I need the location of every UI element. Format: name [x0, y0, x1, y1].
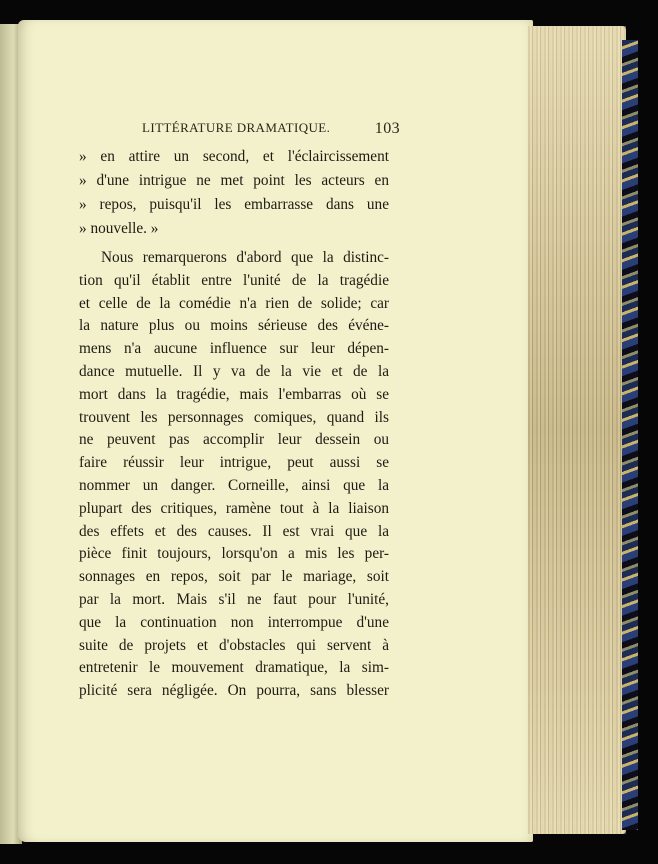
text-line: tion qu'il établit entre l'unité de la tragédie — [79, 271, 389, 289]
text-line: suite de projets et d'obstacles qui servent à — [79, 636, 389, 654]
text-line: que la continuation non interrompue d'une — [79, 613, 389, 631]
running-title: LITTÉRATURE DRAMATIQUE. — [142, 120, 331, 135]
text-line: nommer un danger. Corneille, ainsi que la — [79, 476, 389, 494]
text-line: plicité sera négligée. On pourra, sans blesser — [79, 682, 389, 700]
paragraph — [79, 247, 389, 700]
text-line: » d'une intrigue ne met point les acteurs en — [79, 172, 389, 189]
quotation-block — [79, 145, 389, 241]
text-line: trouvent les personnages comiques, quand ils — [79, 408, 389, 426]
text-line: des effets et des causes. Il est vrai que la — [79, 522, 389, 540]
text-line: et celle de la comédie n'a rien de solide; car — [79, 294, 389, 312]
text-line: sonnages en repos, soit par le mariage, soit — [79, 568, 389, 586]
text-line: la nature plus ou moins sérieuse des événe- — [79, 317, 389, 335]
text-line: ne peuvent pas accomplir leur dessein ou — [79, 431, 389, 449]
text-line: pièce finit toujours, lorsqu'on a mis les per- — [79, 545, 389, 563]
text-line: Nous remarquerons d'abord que la distinc- — [101, 249, 389, 266]
text-line: par la mort. Mais s'il ne faut pour l'unité, — [79, 590, 389, 608]
text-line: faire réussir leur intrigue, peut aussi se — [79, 454, 389, 472]
running-header — [142, 120, 400, 138]
page-number: 103 — [374, 120, 400, 137]
marbled-cover-edge — [622, 40, 638, 830]
text-line: entretenir le mouvement dramatique, la sim- — [79, 659, 389, 677]
text-line: mort dans la tragédie, mais l'embarras où se — [79, 385, 389, 403]
text-line: dance mutuelle. Il y va de la vie et de la — [79, 362, 389, 380]
text-line: mens n'a aucune influence sur leur dépen- — [79, 340, 389, 358]
text-line: » repos, puisqu'il les embarrasse dans une — [79, 196, 389, 213]
text-line: » nouvelle. » — [79, 220, 159, 237]
text-line: » en attire un second, et l'éclaircissement — [79, 148, 389, 165]
text-line: plupart des critiques, ramène tout à la liaison — [79, 499, 389, 517]
page-stack-edges — [528, 26, 626, 834]
